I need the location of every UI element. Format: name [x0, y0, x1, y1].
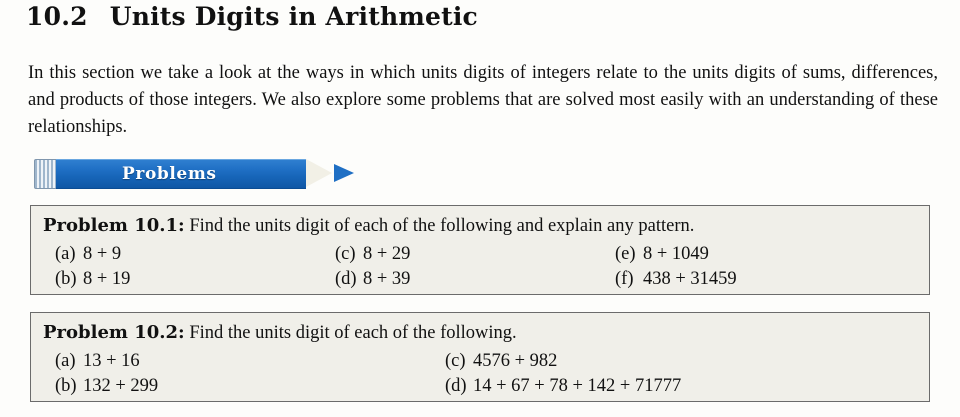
intro-paragraph: In this section we take a look at the ways in which units digits of integers relate to the units digits of sums, differences, and products of those integers. We also explore some problems that are solved most easily with an understanding of these relationships. — [28, 63, 938, 137]
part-tag: (c) — [445, 351, 466, 371]
section-number: 10.2 — [26, 2, 88, 31]
part-expression: 8 + 39 — [363, 269, 411, 289]
problem-parts — [43, 349, 917, 399]
problem-part-row — [43, 349, 917, 374]
problem-part — [433, 349, 903, 374]
problem-label: Problem 10.2: — [43, 322, 185, 343]
problem-label: Problem 10.1: — [43, 215, 185, 236]
part-tag: (d) — [445, 376, 467, 396]
problem-part — [43, 374, 433, 399]
part-expression: 8 + 19 — [83, 269, 131, 289]
problem-title — [43, 214, 917, 238]
problem-part-row — [43, 267, 917, 292]
problems-banner-label: Problems — [122, 164, 217, 184]
part-tag: (f) — [615, 269, 634, 289]
pencil-icon — [56, 159, 306, 189]
section-title: Units Digits in Arithmetic — [109, 2, 478, 31]
problem-box — [30, 312, 930, 402]
problem-part — [323, 267, 603, 292]
part-expression: 13 + 16 — [83, 351, 140, 371]
page-title — [26, 2, 478, 31]
problem-prompt: Find the units digit of each of the following and explain any pattern. — [189, 216, 695, 236]
part-tag: (d) — [335, 269, 357, 289]
pencil-eraser-icon — [34, 159, 58, 189]
problem-part-row — [43, 374, 917, 399]
problem-part — [323, 242, 603, 267]
right-arrow-icon — [334, 164, 354, 182]
part-tag: (e) — [615, 244, 636, 264]
problem-part — [433, 374, 903, 399]
part-expression: 8 + 29 — [363, 244, 411, 264]
problem-part — [603, 242, 903, 267]
problem-parts — [43, 242, 917, 292]
part-tag: (a) — [55, 244, 76, 264]
part-tag: (b) — [55, 376, 77, 396]
part-tag: (a) — [55, 351, 76, 371]
part-expression: 132 + 299 — [83, 376, 159, 396]
pencil-tip-icon — [306, 159, 332, 187]
problem-part — [43, 242, 323, 267]
part-expression: 4576 + 982 — [473, 351, 558, 371]
problem-part-row — [43, 242, 917, 267]
part-expression: 8 + 9 — [83, 244, 122, 264]
problem-part — [603, 267, 903, 292]
problem-title — [43, 321, 917, 345]
part-tag: (c) — [335, 244, 356, 264]
problem-box — [30, 205, 930, 295]
part-expression: 14 + 67 + 78 + 142 + 71777 — [473, 376, 682, 396]
part-expression: 438 + 31459 — [643, 269, 737, 289]
problem-prompt: Find the units digit of each of the following. — [189, 323, 517, 343]
part-expression: 8 + 1049 — [643, 244, 709, 264]
part-tag: (b) — [55, 269, 77, 289]
problems-banner — [34, 157, 364, 189]
problem-part — [43, 349, 433, 374]
problem-part — [43, 267, 323, 292]
